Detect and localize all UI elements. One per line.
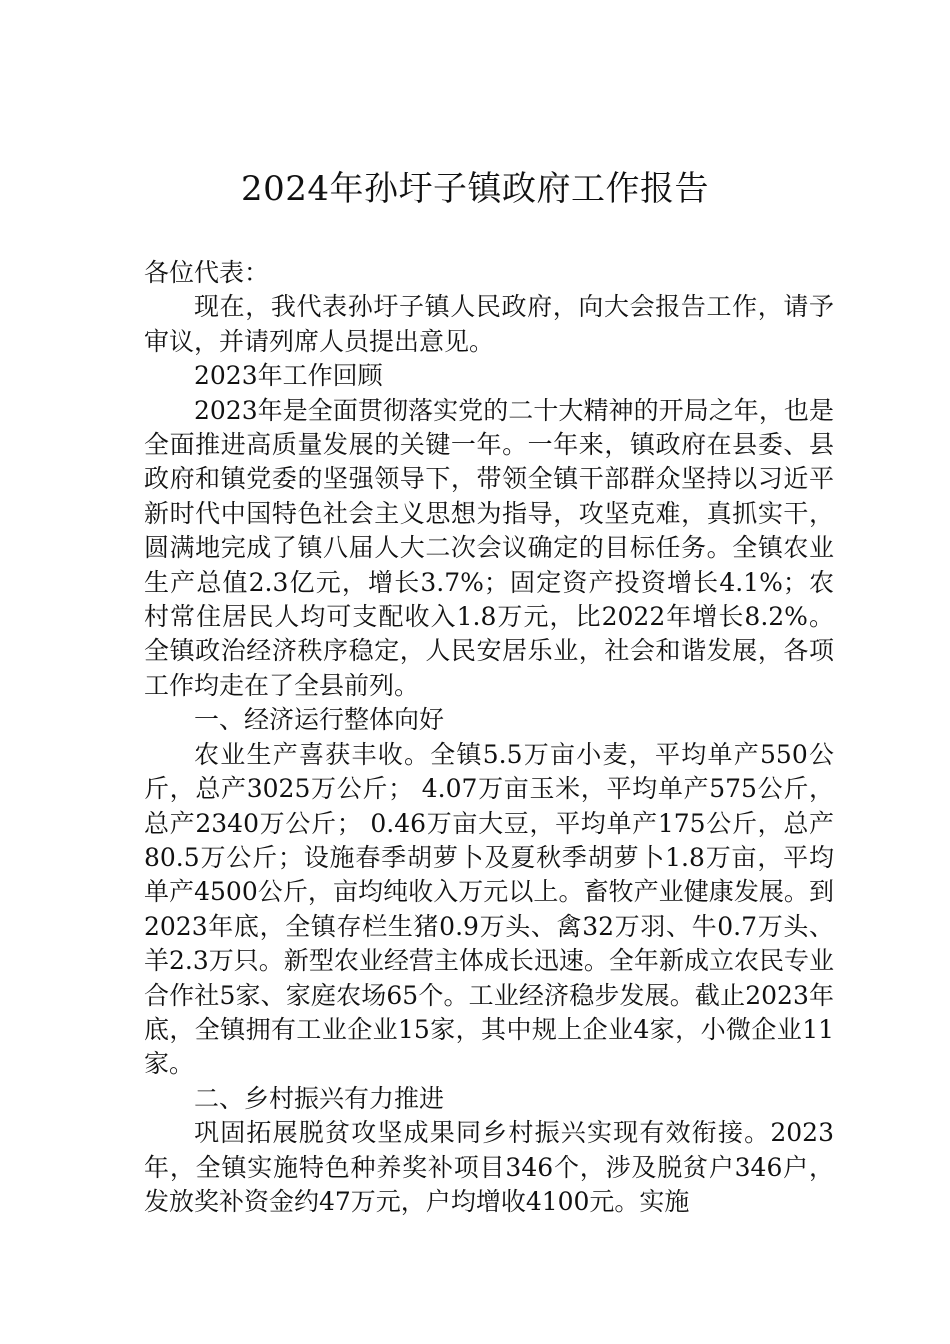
salutation: 各位代表： [144,258,270,287]
document-body [144,256,834,1219]
paragraph-economy: 农业生产喜获丰收。全镇5.5万亩小麦，平均单产550公斤，总产3025万公斤； 4.07万亩玉米，平均单产575公斤，总产2340万公斤； 0.46万亩大豆，平均单产175公斤，总产80.5万公斤；设施春季胡萝卜及夏秋季胡萝卜1.8万亩，平均单产4500公斤，亩均纯收入万元以上。畜牧产业健康发展。到2023年底，全镇存栏生猪0.9万头、禽32万羽、牛0.7万头、羊2.3万只。新型农业经营主体成长迅速。全年新成立农民专业合作社5家、家庭农场65个。工业经济稳步发展。截止2023年底，全镇拥有工业企业15家，其中规上企业4家，小微企业11家。 [144,739,834,1079]
paragraph-intro: 现在，我代表孙圩子镇人民政府，向大会报告工作，请予审议，并请列席人员提出意见。 [144,292,834,356]
section-heading-economy: 一、经济运行整体向好 [194,705,445,735]
document-title: 2024年孙圩子镇政府工作报告 [240,169,710,209]
section-heading-review: 2023年工作回顾 [194,361,383,391]
section-heading-rural-revitalization: 二、乡村振兴有力推进 [194,1083,445,1113]
paragraph-rural-revitalization: 巩固拓展脱贫攻坚成果同乡村振兴实现有效衔接。2023年，全镇实施特色种养奖补项目346个，涉及脱贫户346户，发放奖补资金约47万元，户均增收4100元。实施 [144,1118,834,1216]
paragraph-review: 2023年是全面贯彻落实党的二十大精神的开局之年，也是全面推进高质量发展的关键一年。一年来，镇政府在县委、县政府和镇党委的坚强领导下，带领全镇干部群众坚持以习近平新时代中国特色社会主义思想为指导，攻坚克难，真抓实干，圆满地完成了镇八届人大二次会议确定的目标任务。全镇农业生产总值2.3亿元，增长3.7%；固定资产投资增长4.1%；农村常住居民人均可支配收入1.8万元，比2022年增长8.2%。全镇政治经济秩序稳定，人民安居乐业，社会和谐发展，各项工作均走在了全县前列。 [144,395,834,700]
